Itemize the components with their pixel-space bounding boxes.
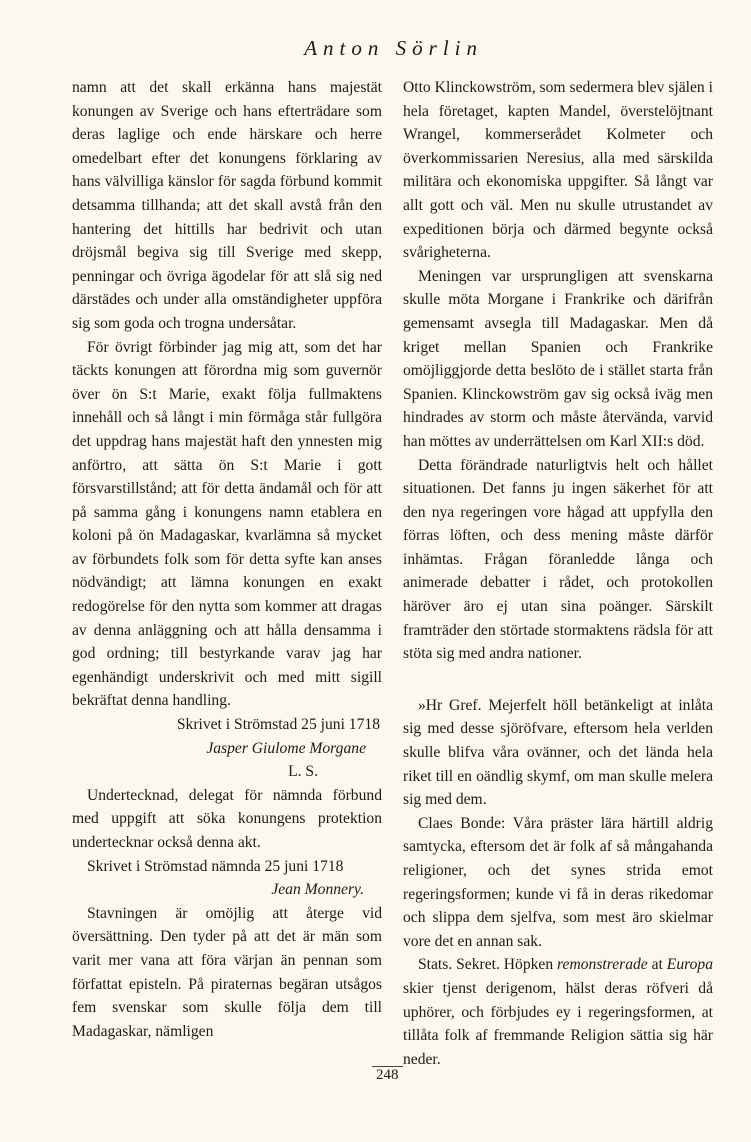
paragraph: Detta förändrade naturligtvis helt och hållet situationen. Det fanns ju ingen säkerhet för att den nya regeringen vore hågad att uppfylla den förras löften, och dess mening måste därför inhämtas. Frågan föranledde långa och animerade debatter i rådet, och protokollen häröver äro ej utan sina poänger. Särskilt framträder den störtade stormaktens rädsla för att stöta sig med andra nationer. [403, 456, 713, 663]
paragraph: För övrigt förbinder jag mig att, som det har täckts konungen att förordna mig som guvernör över ön S:t Marie, exakt följa fullmaktens innehåll och så långt i min förmåga står fullgöra det uppdrag hans majestät haft den ynnesten mig anförtro, att sätta ön S:t Marie i gott försvarstillstånd; att för detta ändamål och för att på samma gång i konungens namn etablera en koloni på ön Madagaskar, kvarlämna så mycket av förbundets folk som för detta syfte kan anses nödvändigt; att lämna konungen en exakt redogörelse för den nytta som kommer att dragas av denna anläggning och att hålla densamma i god ordning; till bestyrkande varav jag har egenhändigt underskrivit och med mitt sigill bekräftat denna handling. [72, 338, 382, 710]
page-number: 248 [372, 1066, 403, 1084]
paragraph: Undertecknad, delegat för nämnda förbund med uppgift att söka konungens protektion undertecknar också denna akt. [72, 786, 382, 851]
right-column [403, 76, 713, 1071]
paragraph: Stavningen är omöjlig att återge vid översättning. Den tyder på att det är män som varit mer vana att föra värjan än pennan som författat episteln. På piraternas begäran utsågos fem svenskar som skulle följa dem till Madagaskar, nämligen [72, 904, 382, 1040]
signature-name: Jasper Giulome Morgane [206, 739, 366, 757]
signature-place-date: Skrivet i Strömstad 25 juni 1718 [176, 716, 380, 734]
running-header: Anton Sörlin [304, 36, 483, 60]
paragraph: Meningen var ursprungligen att svenskarna skulle möta Morgane i Frankrike och därifrån gemensamt avsegla till Madagaskar. Men då kriget mellan Spanien och Frankrike omöjliggjorde detta beslöto de i stället starta från Spanien. Klinckowström gav sig också iväg men hindrades av storm och måste återvända, varvid han möttes av underrättelsen om Karl XII:s död. [403, 267, 713, 450]
quote-text: Stats. Sekret. Höpken [418, 956, 558, 974]
quote-paragraph: Claes Bonde: Våra präster lära härtill aldrig samtycka, eftersom det är folk af så mångahanda religioner, och det synes strida emot regeringsformen; kunde vi få in deras rikedomar och slippa dem sjelfva, som mest äro skielmar vore det en annan sak. [403, 814, 713, 950]
quote-paragraph [403, 953, 713, 1071]
seal-mark: L. S. [288, 763, 318, 781]
paragraph: Otto Klinckowström, som sedermera blev själen i hela företaget, kapten Mandel, överstelöjtnant Wrangel, kommerserådet Kolmeter och överkommissarien Neresius, alla med särskilda militära och ekonomiska uppgifter. Så långt var allt gott och väl. Men nu skulle utrustandet av expeditionen börja och därmed begynte också svårigheterna. [403, 79, 713, 262]
quote-paragraph: »Hr Gref. Mejerfelt höll betänkeligt at inlåta sig med desse sjöröfvare, eftersom hela verlden skulle blifva våra ovänner, och det lända hela riket till en oändlig skymf, om man skulle melera sig med dem. [403, 696, 713, 809]
signature-name: Jean Monnery. [271, 881, 364, 899]
quote-text: skier tjenst derigenom, hälst deras röfveri då uphörer, och förbjudes ey i regeringsformen, at tillåta folk af fremmande Religion sättia sig här neder. [403, 979, 713, 1068]
italic-term: remonstrerade [557, 956, 648, 974]
paragraph: namn att det skall erkänna hans majestät konungen av Sverige och hans efterträdare som deras laglige och ende härskare och herre omedelbart efter det konungens förklaring av hans välvilliga känslor för sagda förbund kommit detsamma tillhanda; att det skall avstå från den hantering det hittills har bedrivit och utan dröjsmål begiva sig till Sverige med skepp, penningar och övriga ägodelar för att slå sig ned därstädes och under alla omständigheter uppföra sig som goda och trogna undersåtar. [72, 79, 382, 332]
italic-term: Europa [666, 956, 713, 974]
signature-place-date: Skrivet i Strömstad nämnda 25 juni 1718 [87, 857, 344, 875]
left-column [72, 76, 382, 1043]
quote-text: at [647, 956, 667, 974]
